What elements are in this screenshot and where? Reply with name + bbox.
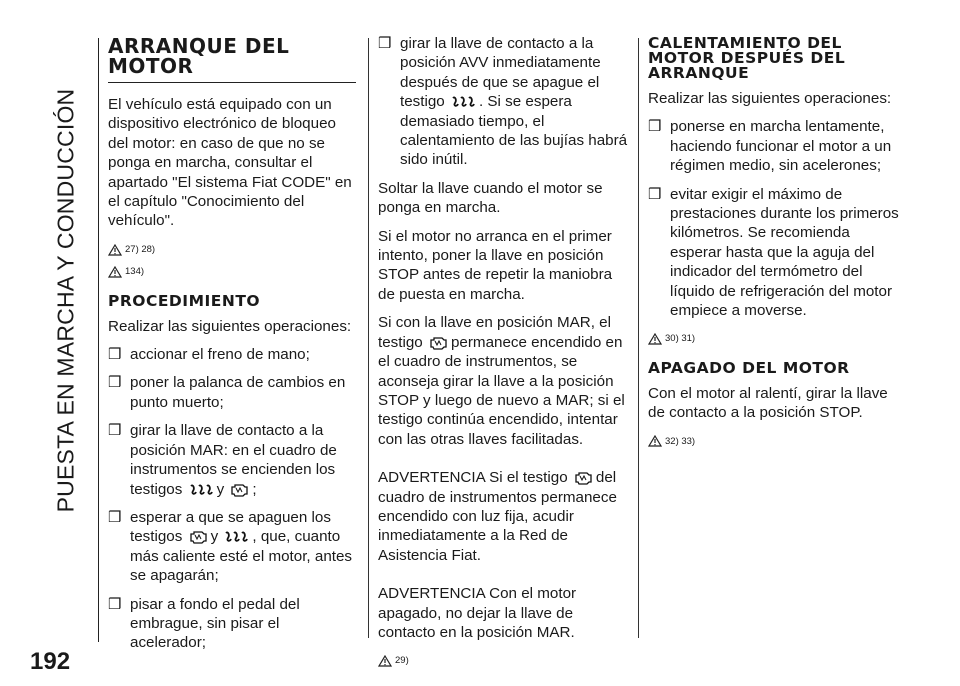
sidebar-chapter-title: [36, 0, 96, 600]
warning-triangle-icon: [648, 333, 662, 345]
section-heading-calentamiento: CALENTAMIENTO DEL MOTOR DESPUÉS DEL ARRANQUE: [648, 34, 846, 82]
column-divider-1: [368, 38, 369, 638]
warning-paragraph: ADVERTENCIA Con el motor apagado, no dejar la llave de contacto en la posición MAR.: [378, 585, 577, 641]
reference-134: [108, 262, 356, 281]
reference-32-33: [648, 432, 902, 451]
reference-text: 29): [395, 655, 409, 667]
paragraph: Si el motor no arranca en el primer intento, poner la llave en posición STOP antes de repetir la maniobra de puesta en marcha.: [378, 227, 613, 303]
checkbox-bullet: ❒: [648, 118, 662, 136]
engine-failure-icon: [429, 334, 449, 350]
list-item: ❒ esperar a que se apaguen los testigos y , que, cuanto más caliente esté el motor, antes se apagarán;: [108, 508, 353, 585]
column-1: [108, 34, 356, 662]
checkbox-bullet: ❒: [108, 374, 122, 392]
reference-27-28: [108, 240, 356, 259]
column-3: [648, 34, 902, 454]
checkbox-bullet: ❒: [378, 35, 392, 52]
glow-plug-icon: [189, 483, 215, 497]
reference-text: 27) 28): [125, 243, 156, 255]
checkbox-bullet: ❒: [108, 595, 122, 613]
warning-triangle-icon: [108, 244, 122, 256]
page-number: 192: [30, 648, 71, 675]
list-item: ❒ accionar el freno de mano;: [108, 346, 310, 364]
paragraph: Soltar la llave cuando el motor se ponga en marcha.: [378, 179, 603, 217]
lead-paragraph: Realizar las siguientes operaciones:: [648, 90, 892, 107]
sidebar-divider: [98, 38, 99, 642]
section-heading-arranque: ARRANQUE DEL MOTOR: [108, 36, 356, 83]
paragraph: Con el motor al ralentí, girar la llave de contacto a la posición STOP.: [648, 384, 888, 422]
reference-29: [378, 651, 630, 670]
checkbox-bullet: ❒: [648, 185, 662, 203]
glow-plug-icon: [451, 95, 477, 109]
chapter-title-text: PUESTA EN MARCHA Y CONDUCCIÓN: [52, 88, 79, 512]
engine-failure-icon: [574, 469, 594, 485]
checkbox-bullet: ❒: [108, 346, 122, 364]
reference-30-31: [648, 329, 902, 348]
list-item: ❒ girar la llave de contacto a la posición MAR: en el cuadro de instrumentos se encienden los testigos y ;: [108, 422, 337, 498]
warning-triangle-icon: [648, 435, 662, 447]
list-item: ❒ poner la palanca de cambios en punto muerto;: [108, 374, 346, 411]
subheading-procedimiento: PROCEDIMIENTO: [108, 291, 261, 310]
column-2: [378, 34, 630, 674]
list-item: ❒ girar la llave de contacto a la posición AVV inmediatamente después de que se apague el testigo . Si se espera demasiado tiempo, el calentamiento de las bujías habrá sido inútil.: [378, 35, 628, 169]
reference-text: 32) 33): [665, 435, 696, 447]
paragraph: Si con la llave en posición MAR, el testigo permanece encendido en el cuadro de instrumentos, se aconseja girar la llave a la posición STOP y luego de nuevo a MAR; si el testigo continúa encendido, intentar con las otras llaves facilitadas.: [378, 314, 625, 448]
intro-paragraph: El vehículo está equipado con un dispositivo electrónico de bloqueo del motor: en caso de que no se ponga en marcha, consultar el apartado "El sistema Fiat CODE" en el capítulo "Conocimiento del vehículo".: [108, 96, 352, 230]
list-item: ❒ ponerse en marcha lentamente, haciendo funcionar el motor a un régimen medio, sin acelerones;: [648, 118, 892, 175]
list-item: ❒ evitar exigir el máximo de prestaciones durante los primeros kilómetros. Se recomienda esperar hasta que la aguja del indicador del termómetro del líquido de refrigeración del motor empiece a moverse.: [648, 185, 899, 320]
glow-plug-icon: [224, 530, 250, 544]
engine-failure-icon: [189, 528, 209, 544]
warning-triangle-icon: [378, 655, 392, 667]
list-item: ❒ pisar a fondo el pedal del embrague, sin pisar el acelerador;: [108, 595, 300, 652]
warning-paragraph: ADVERTENCIA Si el testigo del cuadro de instrumentos permanece encendido con luz fija, acudir inmediatamente a la Red de Asistencia Fiat.: [378, 469, 617, 564]
engine-failure-icon: [230, 481, 250, 497]
checkbox-bullet: ❒: [108, 508, 122, 526]
reference-text: 30) 31): [665, 333, 696, 345]
warning-triangle-icon: [108, 266, 122, 278]
column-divider-2: [638, 38, 639, 638]
section-heading-apagado: APAGADO DEL MOTOR: [648, 358, 850, 377]
lead-paragraph: Realizar las siguientes operaciones:: [108, 317, 352, 335]
reference-text: 134): [125, 266, 145, 278]
checkbox-bullet: ❒: [108, 422, 122, 440]
